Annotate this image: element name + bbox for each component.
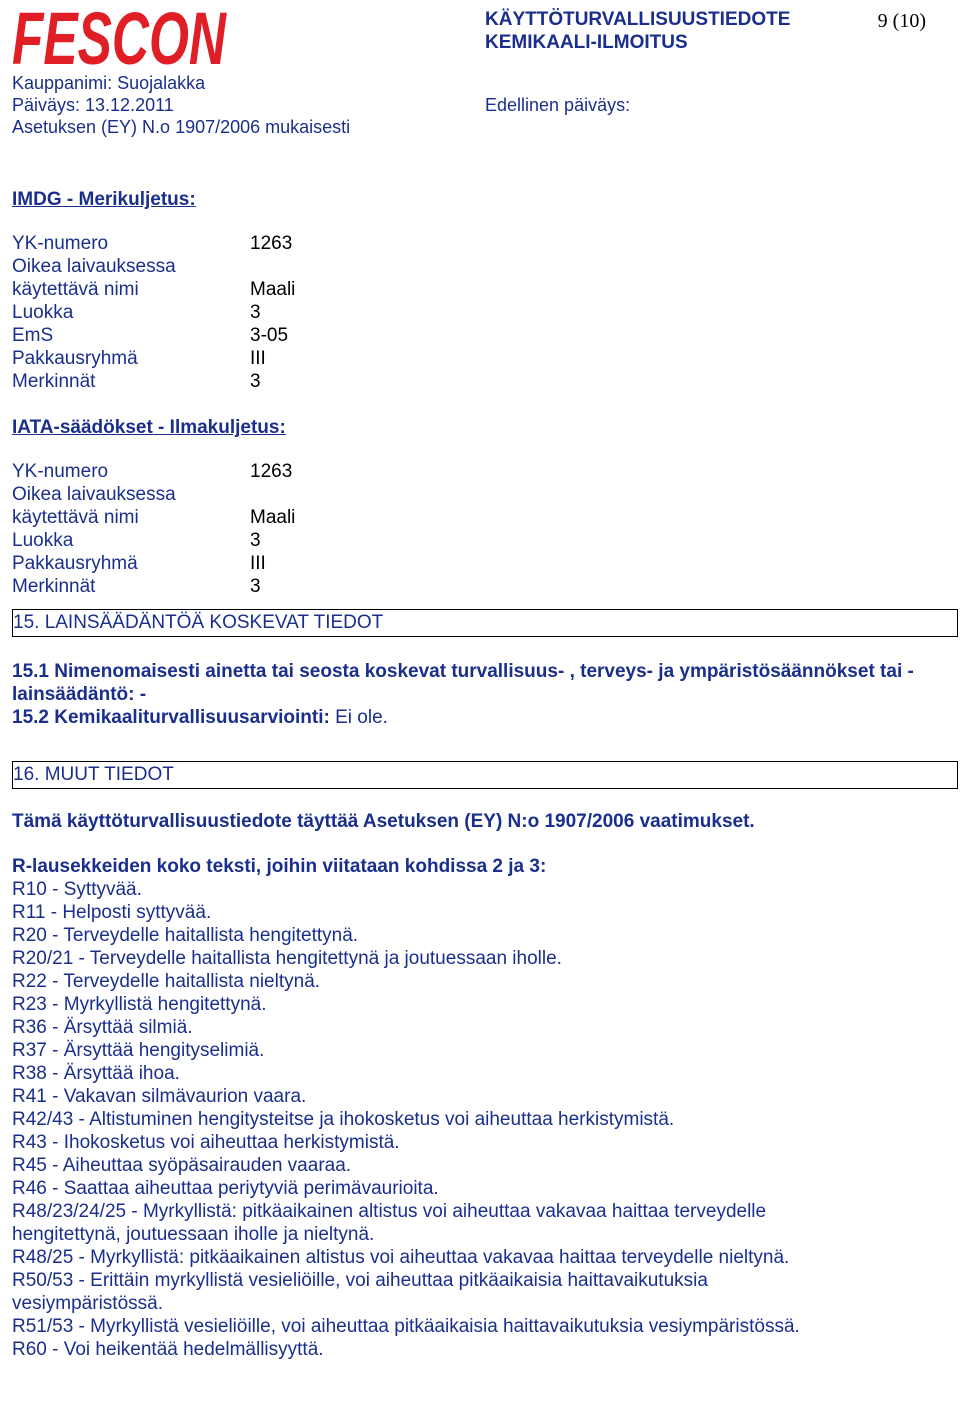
list-item: R11 - Helposti syttyvää. <box>12 902 212 923</box>
list-item: R20 - Terveydelle haitallista hengitettynä. <box>12 925 359 946</box>
list-item: R60 - Voi heikentää hedelmällisyyttä. <box>12 1339 324 1360</box>
list-item: R20/21 - Terveydelle haitallista hengitettynä ja joutuessaan iholle. <box>12 948 562 969</box>
page-number: 9 (10) <box>877 10 926 32</box>
table-row <box>12 460 958 483</box>
document-title-line2: KEMIKAALI-ILMOITUS <box>485 32 688 53</box>
r-phrases-heading: R-lausekkeiden koko teksti, joihin viitataan kohdissa 2 ja 3: <box>12 856 547 877</box>
svg-text:FESCON: FESCON <box>12 6 228 70</box>
table-row <box>12 232 958 255</box>
row-value: III <box>250 348 266 369</box>
trade-name: Kauppanimi: Suojalakka <box>12 73 206 93</box>
row-value: 3 <box>250 530 261 551</box>
row-value: 3 <box>250 576 261 597</box>
document-date: Päiväys: 13.12.2011 <box>12 95 174 115</box>
row-label: Pakkausryhmä <box>12 348 138 369</box>
row-label: Luokka <box>12 530 74 551</box>
document-title <box>485 8 790 54</box>
table-row <box>12 324 958 347</box>
row-label: Oikea laivauksessa <box>12 484 176 505</box>
table-row <box>12 575 958 598</box>
row-value: 3 <box>250 302 261 323</box>
header-meta <box>12 72 350 138</box>
table-row <box>12 278 958 301</box>
r-phrases-list <box>12 878 958 1361</box>
row-value: Maali <box>250 507 296 528</box>
table-row <box>12 483 958 506</box>
table-row <box>12 529 958 552</box>
row-value: 1263 <box>250 461 293 482</box>
section15-2 <box>12 706 958 729</box>
table-row <box>12 255 958 278</box>
row-value: 3-05 <box>250 325 289 346</box>
list-item: R38 - Ärsyttää ihoa. <box>12 1063 180 1084</box>
list-item: R37 - Ärsyttää hengityselimiä. <box>12 1040 265 1061</box>
list-item: R42/43 - Altistuminen hengitysteitse ja ihokosketus voi aiheuttaa herkistymistä. <box>12 1109 675 1130</box>
row-label: käytettävä nimi <box>12 279 139 300</box>
row-label: YK-numero <box>12 461 109 482</box>
list-item: R43 - Ihokosketus voi aiheuttaa herkistymistä. <box>12 1132 400 1153</box>
section16-title: 16. MUUT TIEDOT <box>13 764 174 785</box>
row-label: Merkinnät <box>12 371 96 392</box>
imdg-table <box>12 232 958 393</box>
list-item: hengitettynä, joutuessaan iholle ja nieltynä. <box>12 1224 375 1245</box>
section15-1: 15.1 Nimenomaisesti ainetta tai seosta koskevat turvallisuus- , terveys- ja ympäristösäännökset tai -lainsäädäntö: - <box>12 661 914 705</box>
table-row <box>12 552 958 575</box>
fescon-logo <box>12 6 228 70</box>
row-label: YK-numero <box>12 233 109 254</box>
imdg-title: IMDG - Merikuljetus: <box>12 189 196 210</box>
row-value: III <box>250 553 266 574</box>
list-item: R22 - Terveydelle haitallista nieltynä. <box>12 971 321 992</box>
list-item: R41 - Vakavan silmävaurion vaara. <box>12 1086 307 1107</box>
row-value: Maali <box>250 279 296 300</box>
list-item: R48/23/24/25 - Myrkyllistä: pitkäaikainen altistus voi aiheuttaa vakavaa haittaa terveydelle <box>12 1201 767 1222</box>
section15-2-value: Ei ole. <box>329 707 388 728</box>
list-item: R48/25 - Myrkyllistä: pitkäaikainen altistus voi aiheuttaa vakavaa haittaa terveydelle nieltynä. <box>12 1247 790 1268</box>
list-item: R10 - Syttyvää. <box>12 879 142 900</box>
iata-table <box>12 460 958 598</box>
page-content <box>12 188 958 1361</box>
list-item: vesiympäristössä. <box>12 1293 163 1314</box>
row-label: Oikea laivauksessa <box>12 256 176 277</box>
section15-2-label: 15.2 Kemikaaliturvallisuusarviointi: <box>12 707 330 728</box>
list-item: R50/53 - Erittäin myrkyllistä vesieliöille, voi aiheuttaa pitkäaikaisia haittavaikutuksia <box>12 1270 708 1291</box>
page-header <box>0 0 960 150</box>
section15-title: 15. LAINSÄÄDÄNTÖÄ KOSKEVAT TIEDOT <box>13 612 384 633</box>
list-item: R45 - Aiheuttaa syöpäsairauden vaaraa. <box>12 1155 352 1176</box>
previous-date: Edellinen päiväys: <box>485 95 631 115</box>
row-label: EmS <box>12 325 54 346</box>
list-item: R46 - Saattaa aiheuttaa periytyviä perimävaurioita. <box>12 1178 439 1199</box>
list-item: R23 - Myrkyllistä hengitettynä. <box>12 994 267 1015</box>
document-title-line1: KÄYTTÖTURVALLISUUSTIEDOTE <box>485 9 791 30</box>
regulation-ref: Asetuksen (EY) N.o 1907/2006 mukaisesti <box>12 117 351 137</box>
list-item: R36 - Ärsyttää silmiä. <box>12 1017 193 1038</box>
table-row <box>12 347 958 370</box>
row-label: Pakkausryhmä <box>12 553 138 574</box>
table-row <box>12 370 958 393</box>
section16-statement: Tämä käyttöturvallisuustiedote täyttää Asetuksen (EY) N:o 1907/2006 vaatimukset. <box>12 811 755 832</box>
row-label: Merkinnät <box>12 576 96 597</box>
table-row <box>12 301 958 324</box>
row-label: käytettävä nimi <box>12 507 139 528</box>
row-value: 3 <box>250 371 261 392</box>
row-label: Luokka <box>12 302 74 323</box>
iata-title: IATA-säädökset - Ilmakuljetus: <box>12 417 286 438</box>
row-value: 1263 <box>250 233 293 254</box>
section16-header <box>12 761 958 789</box>
table-row <box>12 506 958 529</box>
section15-header <box>12 609 958 637</box>
list-item: R51/53 - Myrkyllistä vesieliöille, voi aiheuttaa pitkäaikaisia haittavaikutuksia vesiympäristössä. <box>12 1316 800 1337</box>
